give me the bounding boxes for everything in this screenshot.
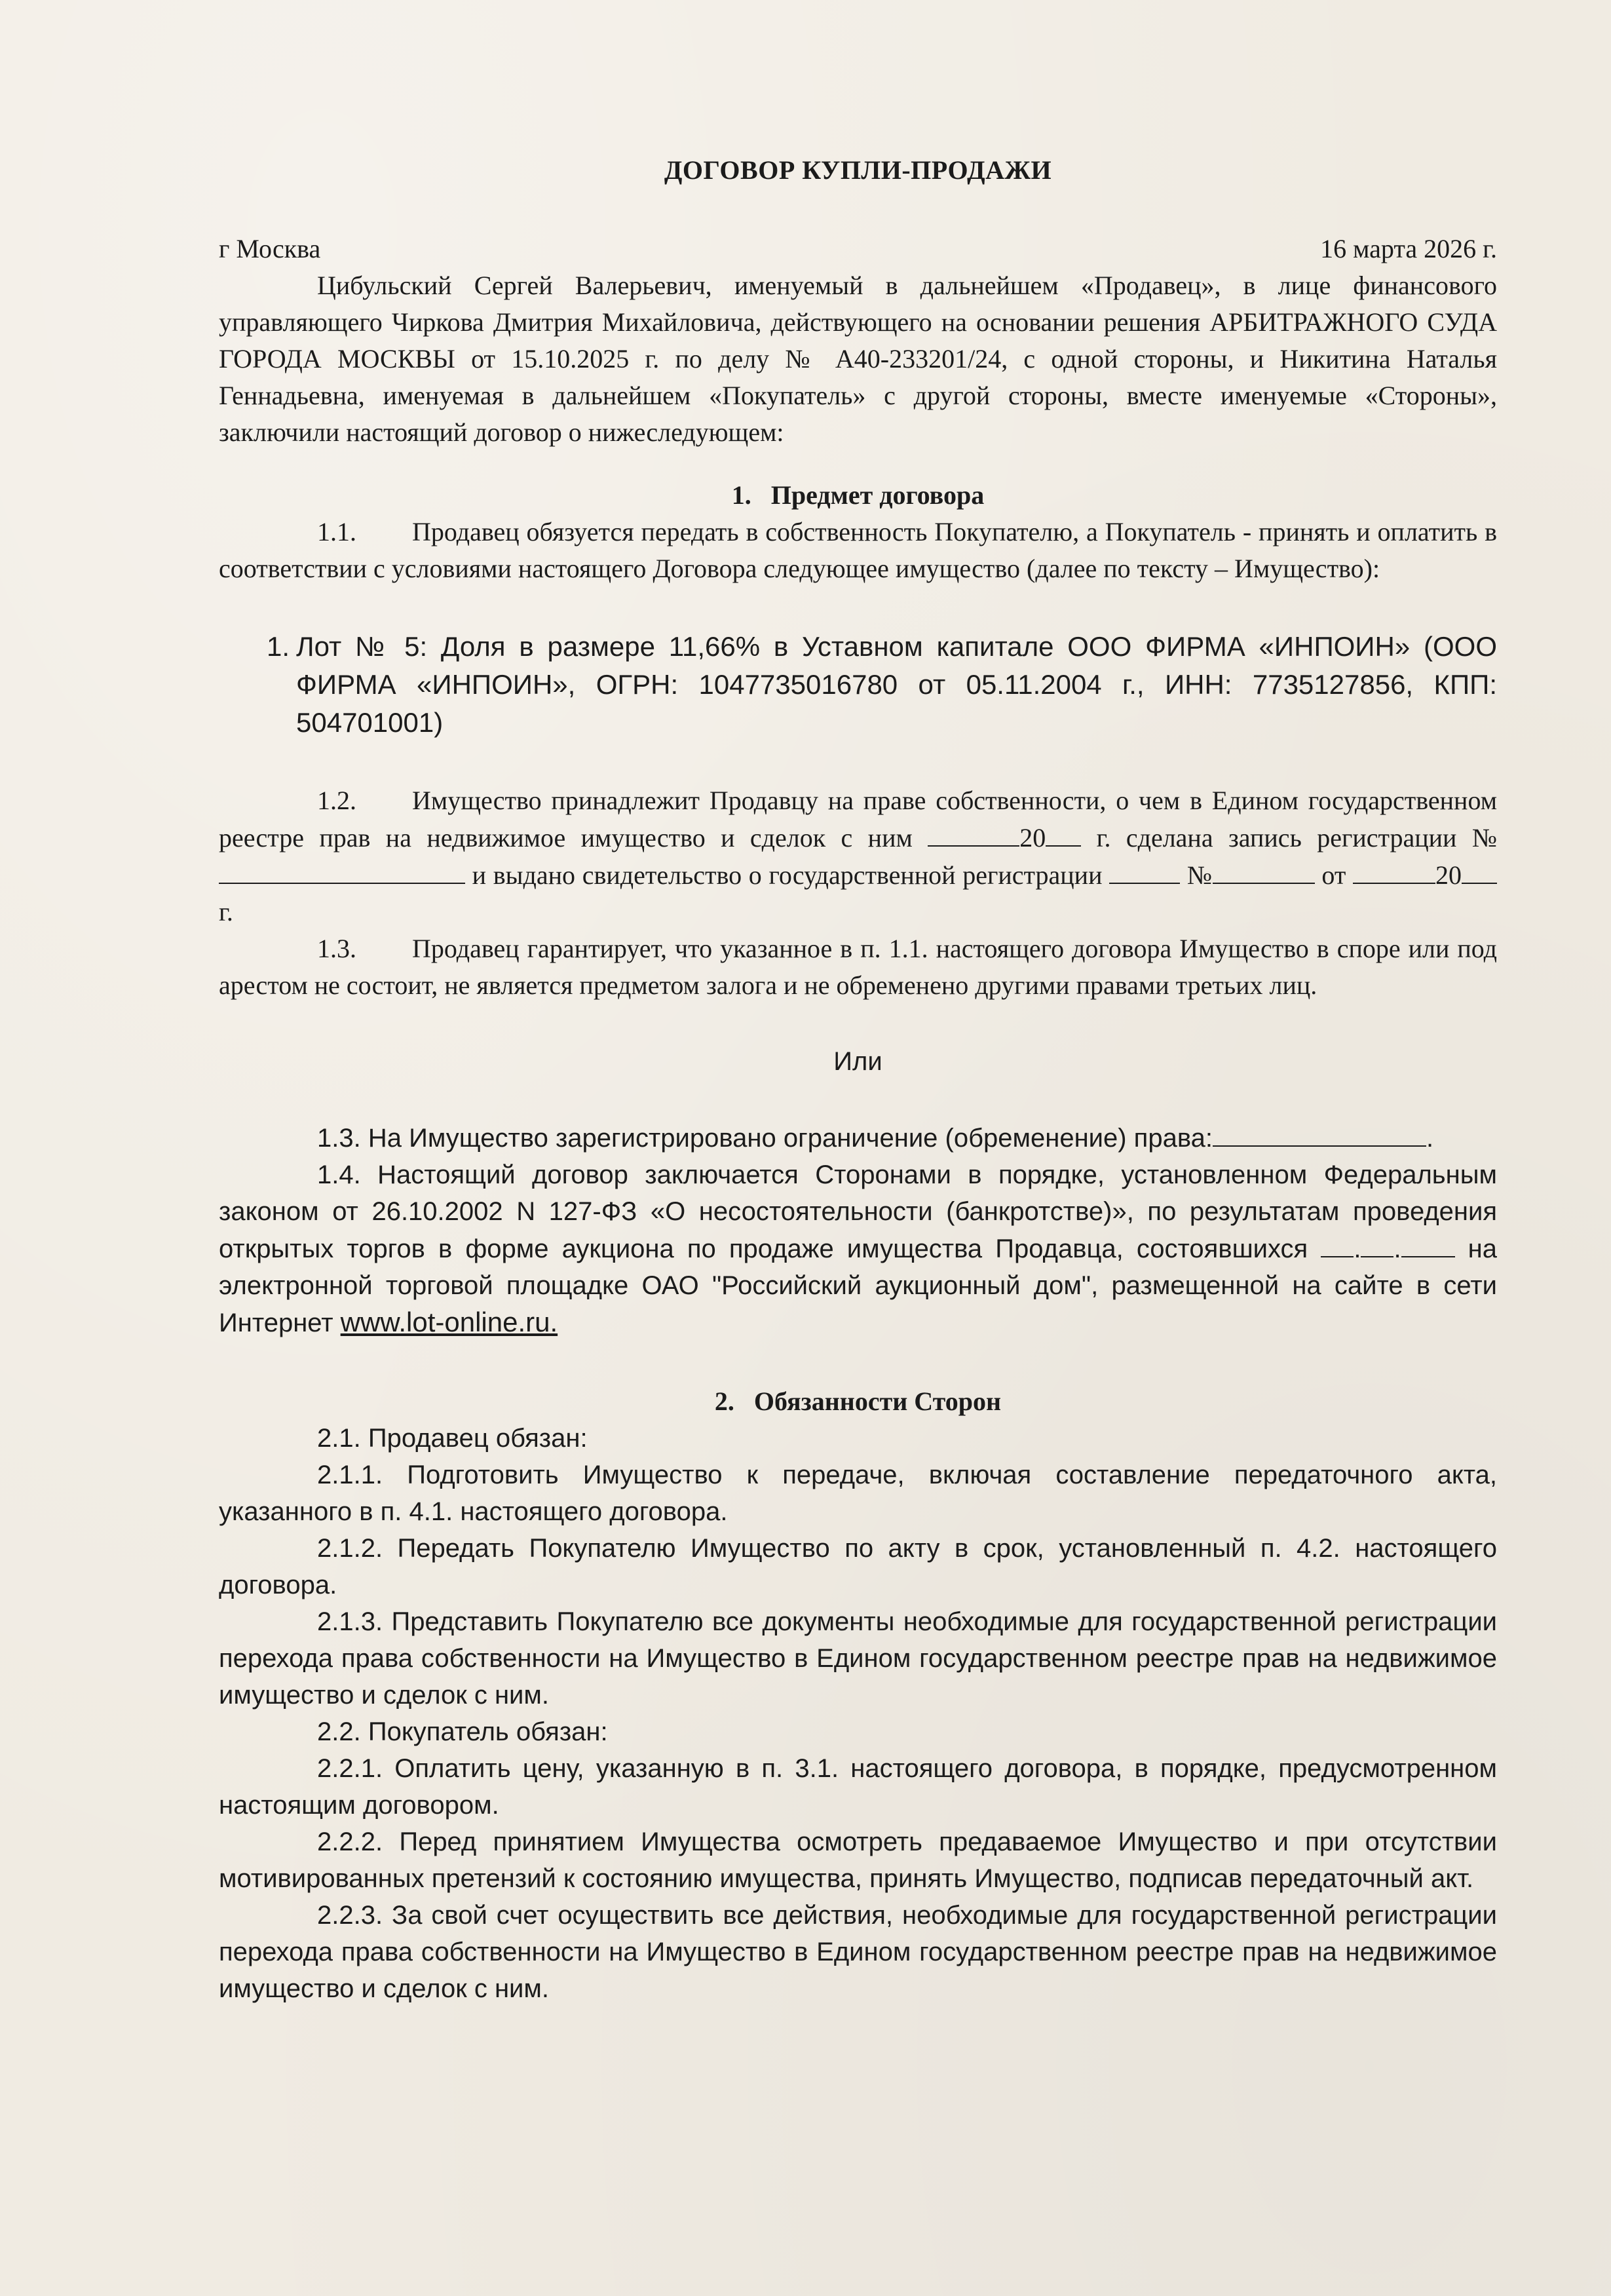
blank-field bbox=[1109, 856, 1180, 884]
lot-list bbox=[219, 628, 1497, 742]
document-place: г Москва bbox=[219, 234, 321, 263]
section-title: Предмет договора bbox=[770, 480, 985, 510]
clause-2-1: 2.1. Продавец обязан: bbox=[317, 1424, 588, 1453]
clause-text: на электронной торговой площадке ОАО "Российский аукционный дом", размещенной на сайте в сети Интернет bbox=[219, 1234, 1497, 1337]
clause-2-2-1: 2.2.1. Оплатить цену, указанную в п. 3.1. настоящего договора, в порядке, предусмотренном настоящим договором. bbox=[219, 1754, 1497, 1820]
blank-field bbox=[1321, 1230, 1354, 1257]
lot-description: Лот № 5: Доля в размере 11,66% в Уставном капитале ООО ФИРМА «ИНПОИН» (ООО ФИРМА «ИНПОИН», ОГРН: 1047735016780 от 05.11.2004 г., ИНН: 7735127856, КПП: 504701001) bbox=[296, 631, 1497, 738]
clause-text: № bbox=[1180, 860, 1213, 890]
document-title: ДОГОВОР КУПЛИ-ПРОДАЖИ bbox=[664, 155, 1052, 185]
preamble: Цибульский Сергей Валерьевич, именуемый в дальнейшем «Продавец», в лице финансового управляющего Чиркова Дмитрия Михайловича, действующего на основании решения АРБИТРАЖНОГО СУДА ГОРОДА МОСКВЫ от 15.10.2025 г. по делу № А40-233201/24, с одной стороны, и Никитина Наталья Геннадьевна, именуемая в дальнейшем «Покупатель» с другой стороны, вместе именуемые «Стороны», заключили настоящий договор о нижеследующем: bbox=[219, 271, 1497, 447]
blank-field bbox=[1213, 856, 1315, 884]
clause-text: 1.4. Настоящий договор заключается Сторонами в порядке, установленном Федеральным законом от 26.10.2002 N 127-ФЗ «О несостоятельности (банкротстве)», по результатам проведения открытых торгов в форме аукциона по продаже имущества Продавца, состоявшихся bbox=[219, 1160, 1497, 1263]
blank-field bbox=[1401, 1230, 1455, 1257]
blank-field bbox=[1353, 856, 1435, 884]
clause-1-4 bbox=[219, 1157, 1497, 1341]
clause-text: . bbox=[1426, 1124, 1434, 1153]
clause-1-3 bbox=[219, 930, 1497, 1004]
section-number: 1. bbox=[731, 480, 751, 510]
clause-text: Продавец обязуется передать в собственность Покупателю, а Покупатель - принять и оплатить в соответствии с условиями настоящего Договора следующее имущество (далее по тексту – Имущество): bbox=[219, 517, 1497, 583]
clause-text: 20 bbox=[1019, 823, 1046, 852]
clause-text: 1.3. На Имущество зарегистрировано ограничение (обременение) права: bbox=[317, 1124, 1213, 1153]
blank-field bbox=[1213, 1119, 1426, 1147]
clause-text: и выдано свидетельство о государственной регистрации bbox=[465, 860, 1110, 890]
place-date-row bbox=[219, 231, 1497, 267]
blank-field bbox=[219, 856, 465, 884]
clause-2-1-3: 2.1.3. Представить Покупателю все документы необходимые для государственной регистрации перехода права собственности на Имущество в Едином государственном реестре прав на недвижимое имущество и сделок с ним. bbox=[219, 1607, 1497, 1710]
blank-field bbox=[928, 819, 1019, 847]
clause-text: 20 bbox=[1435, 860, 1462, 890]
clause-2-2: 2.2. Покупатель обязан: bbox=[317, 1717, 608, 1746]
clause-text: . bbox=[1393, 1234, 1401, 1263]
clause-text: Имущество принадлежит Продавцу на праве собственности, о чем в Едином государственном реестре прав на недвижимое имущество и сделок с ним bbox=[219, 786, 1497, 852]
clause-2-2-2: 2.2.2. Перед принятием Имущества осмотреть предаваемое Имущество и при отсутствии мотивированных претензий к состоянию имущества, принять Имущество, подписав передаточный акт. bbox=[219, 1827, 1497, 1893]
clause-2-1-2: 2.1.2. Передать Покупателю Имущество по акту в срок, установленный п. 4.2. настоящего договора. bbox=[219, 1534, 1497, 1599]
section-heading-1 bbox=[219, 477, 1497, 514]
clause-2-2-3: 2.2.3. За свой счет осуществить все действия, необходимые для государственной регистрации перехода права собственности на Имущество в Едином государственном реестре прав на недвижимое имущество и сделок с ним. bbox=[219, 1901, 1497, 2003]
clause-text: Продавец гарантирует, что указанное в п. 1.1. настоящего договора Имущество в споре или под арестом не состоит, не является предметом залога и не обременено другими правами третьих лиц. bbox=[219, 934, 1497, 1000]
document-body bbox=[219, 152, 1497, 2007]
section-heading-2 bbox=[219, 1383, 1497, 1420]
clause-text: от bbox=[1314, 860, 1353, 890]
clause-text: . bbox=[1354, 1234, 1361, 1263]
clause-number: 1.1. bbox=[317, 517, 356, 546]
clause-1-3-alt bbox=[219, 1119, 1497, 1157]
blank-field bbox=[1361, 1230, 1393, 1257]
clause-text: г. сделана запись регистрации № bbox=[1081, 823, 1498, 852]
section-title: Обязанности Сторон bbox=[753, 1387, 1002, 1416]
list-item-number: 1. bbox=[267, 631, 290, 662]
website-link[interactable]: www.lot-online.ru. bbox=[340, 1307, 558, 1337]
alternative-label: Или bbox=[833, 1047, 882, 1076]
document-date: 16 марта 2026 г. bbox=[1320, 234, 1497, 263]
clause-text: г. bbox=[219, 897, 233, 927]
list-item bbox=[219, 628, 1497, 742]
clause-number: 1.2. bbox=[317, 786, 356, 815]
clause-1-2 bbox=[219, 782, 1497, 930]
clause-1-1 bbox=[219, 514, 1497, 587]
blank-field bbox=[1462, 856, 1497, 884]
blank-field bbox=[1046, 819, 1081, 847]
clause-number: 1.3. bbox=[317, 934, 356, 963]
clause-2-1-1: 2.1.1. Подготовить Имущество к передаче, включая составление передаточного акта, указанного в п. 4.1. настоящего договора. bbox=[219, 1461, 1497, 1526]
section-number: 2. bbox=[714, 1387, 734, 1416]
